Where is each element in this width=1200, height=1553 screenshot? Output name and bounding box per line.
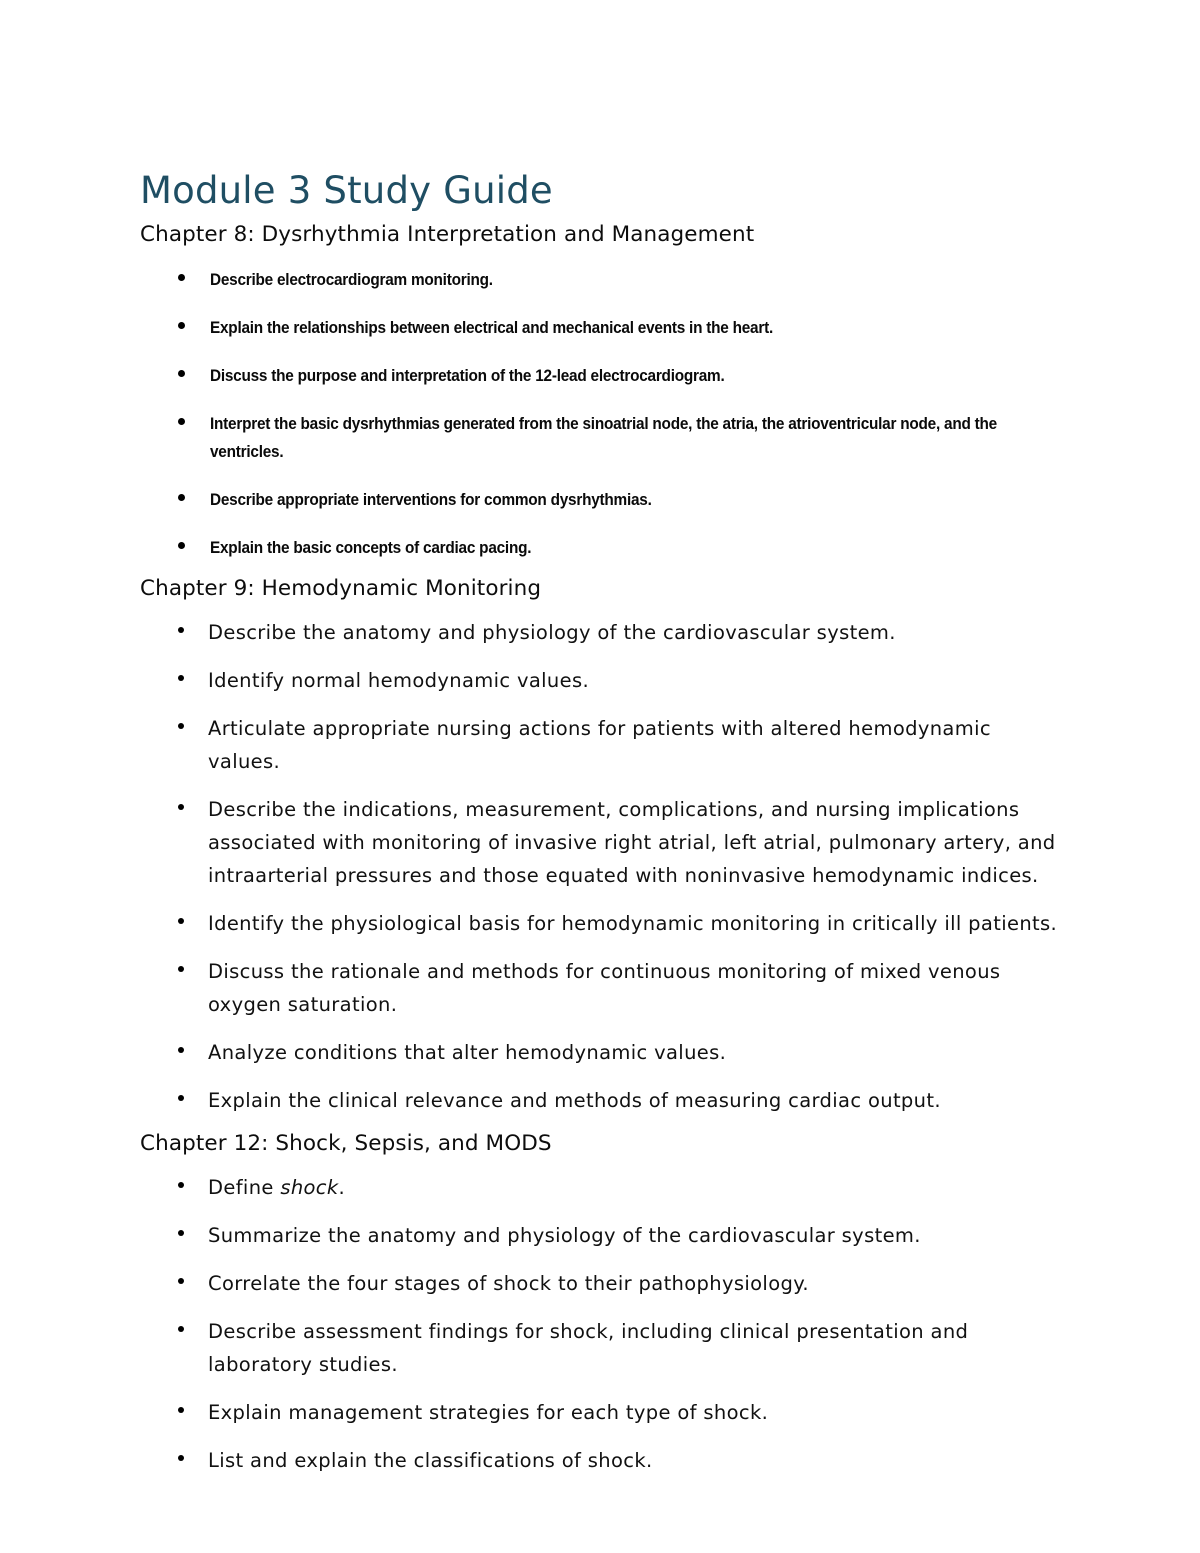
list-item <box>140 1267 1060 1300</box>
bullet-icon <box>178 1047 184 1053</box>
bullet-icon <box>178 1278 184 1284</box>
bullet-icon <box>178 1095 184 1101</box>
list-item <box>140 1036 1060 1069</box>
list-item-text: Explain the relationships between electrical and mechanical events in the heart. <box>210 319 773 337</box>
bullet-icon <box>178 918 184 924</box>
list-item <box>140 793 1060 892</box>
list-item-text: Describe assessment findings for shock, including clinical presentation and laboratory studies. <box>208 1320 969 1376</box>
bullet-icon <box>178 418 185 425</box>
objectives-list-chapter-12 <box>140 1171 1060 1477</box>
bullet-icon <box>178 966 184 972</box>
bullet-icon <box>178 1407 184 1413</box>
list-item <box>140 1444 1060 1477</box>
list-item <box>140 712 1060 778</box>
list-item <box>140 486 1060 514</box>
list-item <box>140 1084 1060 1117</box>
list-item-text: Describe appropriate interventions for common dysrhythmias. <box>210 491 652 509</box>
list-item <box>140 534 1060 562</box>
list-item <box>140 1396 1060 1429</box>
list-item-text: Explain the clinical relevance and methods of measuring cardiac output. <box>208 1089 941 1112</box>
bullet-icon <box>178 1182 184 1188</box>
list-item-text: Correlate the four stages of shock to their pathophysiology. <box>208 1272 809 1295</box>
chapter-heading-9: Chapter 9: Hemodynamic Monitoring <box>140 576 542 601</box>
list-item <box>140 664 1060 697</box>
list-item <box>140 410 1060 466</box>
list-item <box>140 266 1060 294</box>
list-item <box>140 362 1060 390</box>
list-item-text: Explain management strategies for each type of shock. <box>208 1401 769 1424</box>
list-item-text: Describe the indications, measurement, complications, and nursing implications associated with monitoring of invasive right atrial, left atrial, pulmonary artery, and intraarterial pressures and those equated with noninvasive hemodynamic indices. <box>208 798 1056 887</box>
bullet-icon <box>178 274 185 281</box>
list-item-text: Analyze conditions that alter hemodynamic values. <box>208 1041 727 1064</box>
bullet-icon <box>178 1326 184 1332</box>
list-item <box>140 314 1060 342</box>
list-item-text: Summarize the anatomy and physiology of the cardiovascular system. <box>208 1224 921 1247</box>
list-item-text: Describe the anatomy and physiology of the cardiovascular system. <box>208 621 896 644</box>
list-item-text: Explain the basic concepts of cardiac pacing. <box>210 539 532 557</box>
list-item-text: Describe electrocardiogram monitoring. <box>210 271 493 289</box>
list-item <box>140 1219 1060 1252</box>
bullet-icon <box>178 370 185 377</box>
list-item <box>140 907 1060 940</box>
list-item <box>140 616 1060 649</box>
list-item-text: Identify the physiological basis for hemodynamic monitoring in critically ill patients. <box>208 912 1058 935</box>
list-item <box>140 1171 1060 1204</box>
objectives-list-chapter-8 <box>140 266 1060 562</box>
list-item <box>140 955 1060 1021</box>
list-item-text: Articulate appropriate nursing actions for patients with altered hemodynamic values. <box>208 717 991 773</box>
bullet-icon <box>178 723 184 729</box>
chapter-heading-12: Chapter 12: Shock, Sepsis, and MODS <box>140 1131 552 1156</box>
document-content <box>140 168 1060 1477</box>
bullet-icon <box>178 1455 184 1461</box>
list-item-text: List and explain the classifications of shock. <box>208 1449 653 1472</box>
bullet-icon <box>178 804 184 810</box>
list-item-text: Define shock. <box>208 1176 346 1199</box>
list-item <box>140 1315 1060 1381</box>
list-item-text: Interpret the basic dysrhythmias generated from the sinoatrial node, the atria, the atrioventricular node, and the ventricles. <box>210 415 997 461</box>
bullet-icon <box>178 494 185 501</box>
bullet-icon <box>178 627 184 633</box>
bullet-icon <box>178 1230 184 1236</box>
bullet-icon <box>178 675 184 681</box>
objectives-list-chapter-9 <box>140 616 1060 1117</box>
bullet-icon <box>178 322 185 329</box>
list-item-text: Identify normal hemodynamic values. <box>208 669 590 692</box>
page-title: Module 3 Study Guide <box>140 169 553 212</box>
chapter-heading-8: Chapter 8: Dysrhythmia Interpretation and Management <box>140 222 755 247</box>
list-item-text: Discuss the rationale and methods for continuous monitoring of mixed venous oxygen saturation. <box>208 960 1001 1016</box>
bullet-icon <box>178 542 185 549</box>
list-item-text: Discuss the purpose and interpretation of the 12-lead electrocardiogram. <box>210 367 725 385</box>
